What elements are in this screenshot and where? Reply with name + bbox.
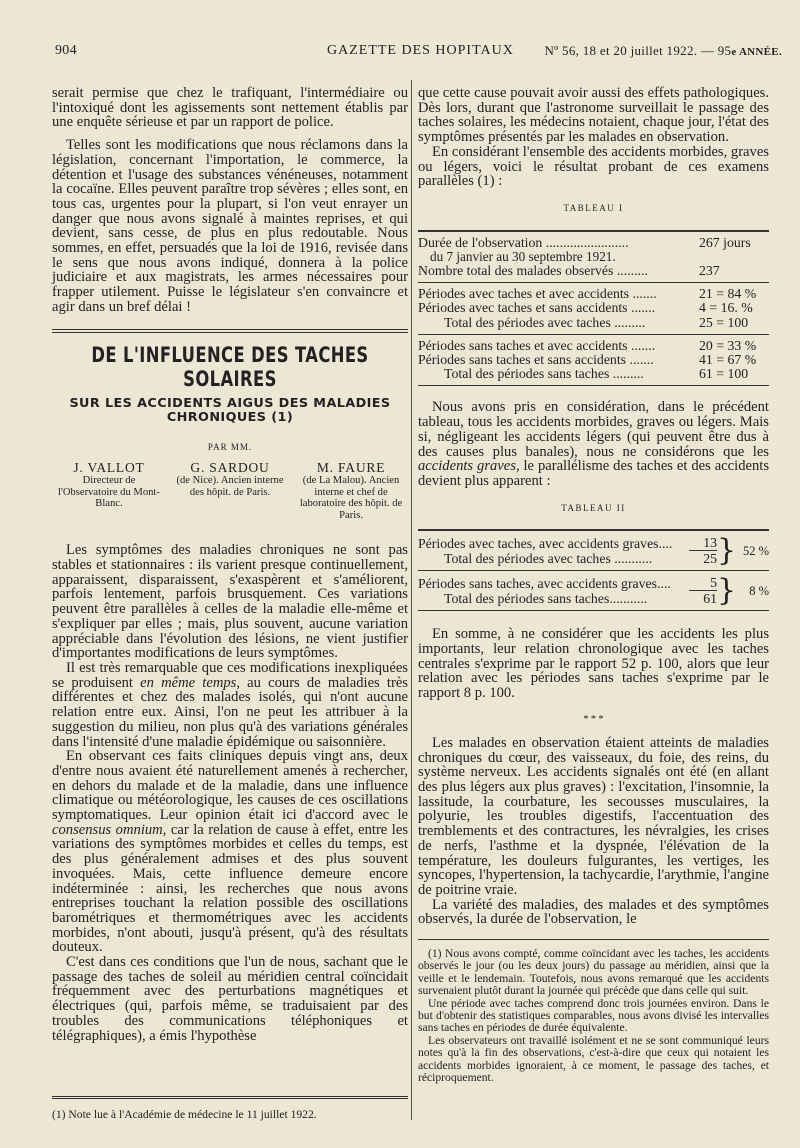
table-label: TABLEAU II xyxy=(561,502,626,513)
row-label: Périodes sans taches, avec accidents graves.... xyxy=(418,575,671,591)
page-header xyxy=(55,40,782,64)
article-title: DE L'INFLUENCE DES TACHES SOLAIRES xyxy=(91,342,369,391)
label-text: Nombre total des malades observés xyxy=(418,263,614,279)
row-value: 25 = 100 xyxy=(699,314,749,330)
denominator: 61 xyxy=(703,591,717,607)
paragraph: Les symptômes des maladies chroniques ne sont pas stables et stationnaires : ils varient presque continuellement, apparaissent, disparaissent, s'exaspèrent et s'améliorent, parfois lentement, parfois brusquement. Ces variations peuvent être parallèles à celles de la maladie elle-même et s'expliquer par elles ; mais, plus souvent, aucune variation appréciable dans l'évolution des lésions, ne vient justifier d'importantes modifications de leurs symptômes. xyxy=(52,542,408,662)
emphasis: en même temps xyxy=(140,674,237,691)
table-block xyxy=(418,531,769,570)
table-row xyxy=(418,264,769,278)
author-name: M. FAURE xyxy=(316,459,386,475)
fraction xyxy=(689,575,717,606)
issue-text: Nº 56, 18 et 20 juillet 1922. — 95 xyxy=(544,43,732,58)
journal-title: GAZETTE DES HOPITAUX xyxy=(327,43,514,58)
paragraph: Les malades en observation étaient atteints de maladies chroniques du cœur, des vaisseaux, du foie, des reins, du système nerveux. Les accidents signalés ont été (en allant des plus légers aux plus graves) : l'excitation, l'insomnie, la lassitude, la courbature, les secousses musculaires, la polyurie, les troubles digestifs, l'accentuation des tremblements et des contractures, les névralgies, les crises de nerfs, l'asthme et la dyspnée, l'élévation de la température, les douleurs fulgurantes, les vertiges, les syncopes, l'hypertension, la tachycardie, l'arythmie, l'angine de poitrine vraie. xyxy=(418,734,769,898)
leader-dots: ......... xyxy=(613,263,648,279)
author xyxy=(52,461,166,522)
leader-dots: ....... xyxy=(627,300,656,316)
row-value: 21 = 84 % xyxy=(699,286,757,302)
paragraph: serait permise que chez le trafiquant, l'intermédiaire ou l'intoxiqué dont les agissements sont nettement établis par une enquête sérieuse et par un rapport de police. xyxy=(52,85,408,131)
label-text: Périodes sans taches et avec accidents xyxy=(418,337,628,353)
footnotes xyxy=(418,939,769,1084)
author-name: G. SARDOU xyxy=(190,459,270,475)
article-subtitle: SUR LES ACCIDENTS AIGUS DES MALADIES CHRONIQUES (1) xyxy=(69,395,391,426)
footnote: Les observateurs ont travaillé isolément et ne se sont communiqué leurs notes qu'à la fin des observations, c'est-à-dire que ceux qui notaient les accidents morbides ignoraient, à ce moment, le passage des taches, et réciproquement. xyxy=(418,1033,769,1085)
denominator: 25 xyxy=(703,551,717,567)
text: En observant ces faits cliniques depuis vingt ans, deux d'entre nous avaient été naturellement amenés à rechercher, en dehors du malade et de la maladie, dans une influence climatique ou météorologique, les causes de ces oscillations symptomatiques. Leur opinion était ici d'accord avec le xyxy=(52,748,408,824)
brace: } xyxy=(717,572,737,608)
table-2 xyxy=(418,529,769,611)
paragraph xyxy=(52,661,408,749)
brace: } xyxy=(717,532,737,568)
row-value: 237 xyxy=(699,263,720,279)
row-label: Total des périodes avec taches ........... xyxy=(444,550,653,566)
row-value: 4 = 16. % xyxy=(699,300,753,316)
numerator: 13 xyxy=(689,535,717,551)
footnote: (1) Note lue à l'Académie de médecine le 11 juillet 1922. xyxy=(52,1108,317,1121)
authors xyxy=(52,461,408,522)
label-text: Périodes avec taches et avec accidents xyxy=(418,286,630,302)
percent: 8 % xyxy=(749,583,769,598)
paragraph: En considérant l'ensemble des accidents morbides, graves ou légers, voici le résultat probant de ces examens parallèles (1) : xyxy=(418,143,769,190)
row-label xyxy=(418,287,657,301)
left-column xyxy=(52,86,408,1043)
fraction xyxy=(689,535,717,566)
footnote-divider xyxy=(52,1096,408,1099)
table-row xyxy=(418,287,769,301)
author xyxy=(294,461,408,522)
row-value: 41 = 67 % xyxy=(699,352,757,368)
row-label: du 7 janvier au 30 septembre 1921. xyxy=(430,248,616,264)
table-row xyxy=(418,301,769,315)
row-value: 61 = 100 xyxy=(699,366,749,382)
row-label xyxy=(418,301,655,315)
byline-par: PAR MM. xyxy=(207,441,253,452)
page-number: 904 xyxy=(55,43,77,58)
emphasis: consensus omnium xyxy=(52,821,163,838)
label-text: Total des périodes sans taches xyxy=(444,366,610,382)
paragraph: En somme, à ne considérer que les accidents les plus importants, leur relation chronologique avec les taches centrales s'exprime par le rapport 52 p. 100, alors que leur relation avec les périodes sans taches s'exprime par le rapport 8 p. 100. xyxy=(418,626,769,702)
leader-dots: ......... xyxy=(610,314,646,330)
row-label xyxy=(418,353,654,367)
section-stars: * * * xyxy=(583,713,604,725)
block-labels xyxy=(418,536,689,566)
row-label: Total des périodes sans taches........... xyxy=(444,590,648,606)
table-row xyxy=(418,353,769,367)
author-affiliation: (de La Malou). Ancien interne et chef de laboratoire des hôpit. de Paris. xyxy=(299,475,403,521)
row-label xyxy=(418,316,645,330)
text: Nous avons pris en considération, dans le précédent tableau, tous les accidents morbides, graves ou légers. Mais si, négligeant les accidents légers (qui peuvent être dus à des causes plus banales), nous ne considérons que les xyxy=(418,399,769,460)
label-text: Total des périodes avec taches xyxy=(444,314,611,330)
leader-dots: ........................ xyxy=(542,234,629,250)
author-affiliation: (de Nice). Ancien interne des hôpit. de Paris. xyxy=(176,475,284,498)
text: , le parallélisme des taches et des accidents devient plus apparent : xyxy=(418,458,769,489)
paragraph: Telles sont les modifications que nous réclamons dans la législation, concernant l'importation, le commerce, la détention et l'usage des substances vénéneuses, notamment la cocaïne. Elles peuvent paraître trop sévères ; elles sont, en tous cas, urgentes pour la plupart, si l'on veut enrayer un danger que nous avons signalé à maintes reprises, et qui devient, sans cesse, de plus en plus redoutable. Nous sommes, en effet, persuadés que la loi de 1916, revisée dans le sens que nous avons indiqué, donnera à la police judiciaire et aux magistrats, les armes nécessaires pour frapper utilement. Puisse le législateur s'en convaincre et agir dans un bref délai ! xyxy=(52,137,408,315)
leader-dots: ......... xyxy=(609,366,644,382)
leader-dots: ....... xyxy=(626,352,654,368)
footnote: Une période avec taches comprend donc trois journées environ. Dans le but d'obtenir des statistiques comparables, nous avons divisé les intervalles sans taches en périodes de durée équivalente. xyxy=(418,996,769,1035)
row-label: Périodes avec taches, avec accidents graves.... xyxy=(418,535,673,551)
row-value xyxy=(699,250,769,264)
row-value: 267 jours xyxy=(699,234,751,250)
block-labels xyxy=(418,576,689,606)
author-name: J. VALLOT xyxy=(73,459,145,475)
table-row xyxy=(418,316,769,330)
row-value: 20 = 33 % xyxy=(699,337,757,353)
issue-suffix: e ANNÉE. xyxy=(731,46,782,58)
table-section xyxy=(418,232,769,283)
text: , car la relation de cause à effet, entre les variations des symptômes morbides et celles du temps, est des plus généralement admises et des plus souvent invoquées. Mais, cette influence demeure encore indéterminée : ainsi, les recherches que nous avons entreprises touchant la relation possible des oscillations barométriques et thermométriques avec les accidents morbides, n'ont abouti, jusqu'à présent, qu'à des résultats douteux. xyxy=(52,821,408,956)
text: , au cours de maladies très différentes et chez des malades isolés, qui n'ont aucune relation entre eux. Ainsi, l'on ne peut les attribuer à la suggestion du milieu, non plus qu'à des variations générales dans l'intensité d'une maladie épidémique ou saisonnière. xyxy=(52,674,408,750)
label-text: Périodes avec taches et sans accidents xyxy=(418,300,628,316)
paragraph: La variété des maladies, des malades et des symptômes observés, la durée de l'observation, le xyxy=(418,896,769,928)
text: Il est très remarquable que ces modifications inexpliquées se produisent xyxy=(52,659,408,691)
label-text: Durée de l'observation xyxy=(418,234,543,250)
paragraph: C'est dans ces conditions que l'un de nous, sachant que le passage des taches de soleil au méridien central coïncidait fréquemment avec des perturbations magnétiques et électriques (qui, parfois même, se traduisaient par des troubles des communications téléphoniques et télégraphiques), a émis l'hypothèse xyxy=(52,954,408,1044)
table-1 xyxy=(418,230,769,387)
label-text: Périodes sans taches et sans accidents xyxy=(418,352,627,368)
footnote: (1) Nous avons compté, comme coïncidant avec les taches, les accidents observés le jour (ou les deux jours) du passage au méridien, ainsi que la veille et le lendemain. Toutefois, nous avons remarqué que les accidents survenaient plutôt durant la journée qui précède que dans celle qui suit. xyxy=(418,947,769,998)
section-divider xyxy=(52,329,408,333)
table-row xyxy=(418,236,769,250)
table-block xyxy=(418,570,769,610)
right-column xyxy=(418,86,769,1085)
row-label xyxy=(418,236,629,250)
table-row xyxy=(418,367,769,381)
column-divider xyxy=(411,80,412,1120)
paragraph: que cette cause pouvait avoir aussi des effets pathologiques. Dès lors, durant que l'astronome surveillait le passage des taches solaires, les médecins notaient, chaque jour, l'état des symptômes présentés par les malades en observation. xyxy=(418,85,769,146)
table-row xyxy=(418,250,769,264)
table-section xyxy=(418,334,769,386)
row-label xyxy=(418,367,644,381)
author xyxy=(173,461,287,522)
paragraph xyxy=(418,400,769,488)
paragraph xyxy=(52,749,408,955)
row-label xyxy=(418,339,655,353)
author-affiliation: Directeur de l'Observatoire du Mont-Blanc. xyxy=(57,475,160,510)
row-label xyxy=(418,264,648,278)
leader-dots: ....... xyxy=(627,337,656,353)
issue-info xyxy=(544,43,782,59)
numerator: 5 xyxy=(689,575,717,591)
table-label: TABLEAU I xyxy=(563,202,624,213)
percent: 52 % xyxy=(742,543,769,558)
emphasis: accidents graves xyxy=(418,458,516,475)
table-row xyxy=(418,339,769,353)
leader-dots: ....... xyxy=(629,286,657,302)
table-section xyxy=(418,282,769,334)
